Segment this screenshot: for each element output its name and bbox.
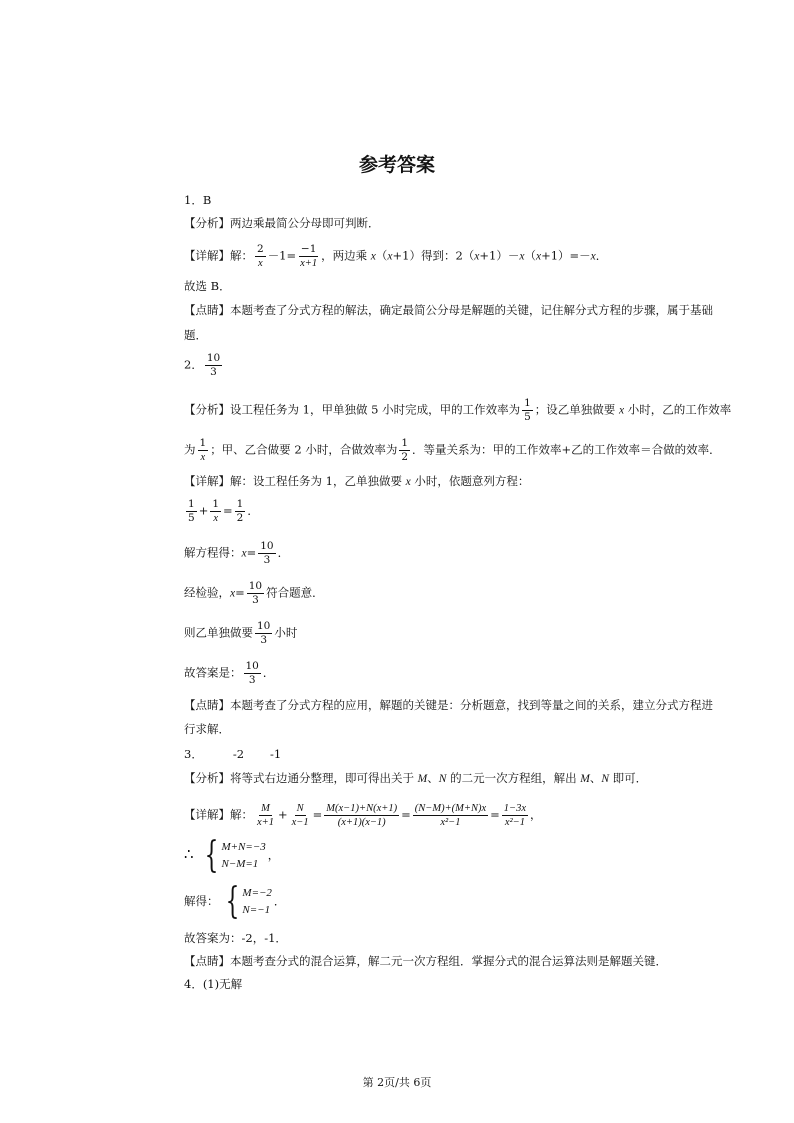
q3-comment: 【点睛】本题考查分式的混合运算，解二元一次方程组．掌握分式的混合运算法则是解题关键． xyxy=(184,954,667,968)
q1-choice: 故选 B． xyxy=(184,279,231,293)
fraction: $\frac{1-3x}{\text{x²−1}}$ xyxy=(503,803,527,828)
q2-solve: 解方程得：x= $\frac{10}{3}$ ． xyxy=(184,540,290,566)
q4-number: 4．(1)无解 xyxy=(184,977,243,991)
q2-analysis-line2: 为 $\frac{1}{x}$ ；甲、乙合做要 2 小时，合做效率为 $\frac{1}{2}$ ．等量关系为：甲的工作效率+乙的工作效率＝合做的效率． xyxy=(184,437,721,463)
page-footer: 第 2页/共 6页 xyxy=(362,1076,432,1089)
q2-comment-line1: 【点睛】本题考查了分式方程的应用，解题的关键是：分析题意，找到等量之间的关系，建立分式方程进 xyxy=(184,698,713,712)
fraction: $\frac{N}{x-1}$ xyxy=(291,803,309,828)
page-title: 参考答案 xyxy=(358,154,435,176)
q3-answer: 故答案为：-2，-1． xyxy=(184,931,287,945)
fraction: $\frac{10}{3}$ xyxy=(257,620,271,646)
q2-yi-time: 则乙单独做要 $\frac{10}{3}$ 小时 xyxy=(184,620,298,646)
q3-system-1: ∴ { M+N=−3 N−M=1 ， xyxy=(184,835,280,876)
fraction: $\frac{10}{3}$ xyxy=(248,580,263,606)
fraction: $\frac{10}{3}$ xyxy=(245,660,259,686)
q2-number: 2． $\frac{10}{3}$ xyxy=(184,352,221,378)
q3-system-2: 解得： { M=−2 N=−1 ． xyxy=(184,881,286,922)
q2-comment-line2: 行求解． xyxy=(184,722,230,736)
q3-analysis: 【分析】将等式右边通分整理，即可得出关于 M、N 的二元一次方程组，解出 M、N 即可． xyxy=(184,771,648,785)
q1-detail: 【详解】解： $\frac{2}{x}$ －1= $\frac{-1}{x+1}$ ，两边乘 x（x+1）得到：2（x+1）－x（x+1）=－x． xyxy=(184,243,608,269)
fraction: $\frac{M}{x+1}$ xyxy=(257,803,274,828)
q1-analysis: 【分析】两边乘最简公分母即可判断． xyxy=(184,216,380,230)
equation-system: { M=−2 N=−1 xyxy=(225,881,272,922)
fraction: $\frac{1}{5}$ xyxy=(524,397,531,423)
fraction: $\frac{10}{3}$ xyxy=(260,540,274,566)
fraction: $\frac{1}{5}$ xyxy=(188,498,195,524)
q2-equation: $\frac{1}{5}$ + $\frac{1}{x}$ = $\frac{1}{2}$ ． xyxy=(188,498,259,524)
fraction: $\frac{-1}{x+1}$ xyxy=(300,243,318,269)
fraction: $\frac{1}{x}$ xyxy=(199,437,207,463)
q1-comment-line1: 【点睛】本题考查了分式方程的解法，确定最简公分母是解题的关键，记住解分式方程的步骤，属于基础 xyxy=(184,303,713,317)
q2-detail: 【详解】解：设工程任务为 1，乙单独做要 x 小时，依题意列方程： xyxy=(184,474,530,488)
fraction: $\frac{1}{2}$ xyxy=(401,437,409,463)
q2-answer: 故答案是： $\frac{10}{3}$ ． xyxy=(184,660,275,686)
fraction: $\frac{2}{x}$ xyxy=(257,243,264,269)
fraction: $\frac{M(x-1)+N(x+1)}{(x+1)(x-1)}$ xyxy=(326,803,398,828)
answer-fraction: $\frac{10}{3}$ xyxy=(206,352,221,378)
q1-comment-line2: 题． xyxy=(184,328,207,342)
fraction: $\frac{1}{2}$ xyxy=(236,498,244,524)
q3-answer-1: -2 xyxy=(232,747,245,761)
therefore-symbol: ∴ xyxy=(184,845,194,863)
q1-detail-prefix: 【详解】解： xyxy=(184,248,253,263)
q3-detail: 【详解】解： $\frac{M}{x+1}$ + $\frac{N}{x-1}$ = $\frac{M(x-1)+N(x+1)}{(x+1)(x-1)}$ = $\frac{(N-M)+(M+N)x}{\text{x²−1}}$ = $\frac{1-3x}{\text{x²−1}}$ ， xyxy=(184,803,542,828)
fraction: $\frac{(N-M)+(M+N)x}{\text{x²−1}}$ xyxy=(414,803,487,828)
q2-check: 经检验，x= $\frac{10}{3}$ 符合题意． xyxy=(184,580,324,606)
fraction: $\frac{1}{x}$ xyxy=(212,498,220,524)
q3-number: 3． -2 -1 xyxy=(184,747,282,761)
q1-number: 1．B xyxy=(184,193,212,207)
q3-answer-2: -1 xyxy=(270,747,282,761)
equation-system: { M+N=−3 N−M=1 xyxy=(204,835,266,876)
q2-analysis-line1: 【分析】设工程任务为 1，甲单独做 5 小时完成，甲的工作效率为 $\frac{1}{5}$ ；设乙单独做要 x 小时，乙的工作效率 xyxy=(184,397,732,423)
